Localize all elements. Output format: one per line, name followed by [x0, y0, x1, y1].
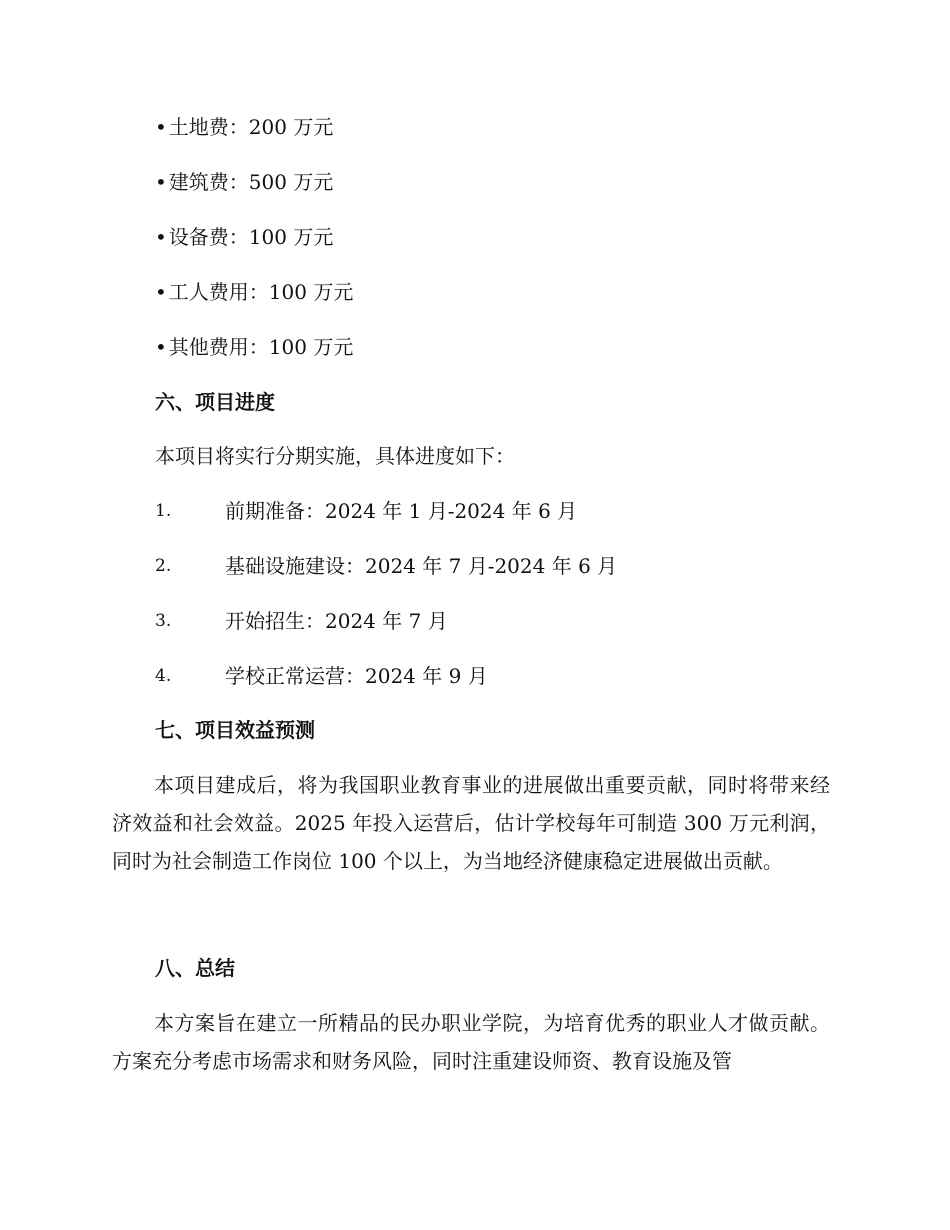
budget-item-text: 土地费：200 万元: [168, 115, 334, 139]
step-number: 2.: [155, 556, 172, 576]
budget-item-text: 建筑费：500 万元: [168, 170, 334, 194]
section-heading-progress: 六、项目进度: [155, 390, 275, 414]
progress-intro: 本项目将实行分期实施，具体进度如下：: [155, 444, 515, 468]
step-number: 3.: [155, 611, 172, 631]
step-text: 学校正常运营：2024 年 9 月: [225, 664, 488, 688]
step-text: 开始招生：2024 年 7 月: [225, 609, 448, 633]
budget-item-land: [155, 113, 333, 141]
section-heading-benefits: 七、项目效益预测: [155, 718, 315, 742]
budget-item-equipment: [155, 223, 333, 251]
bullet-icon: •: [155, 115, 167, 139]
bullet-icon: •: [155, 225, 167, 249]
budget-item-text: 工人费用：100 万元: [168, 280, 354, 304]
step-number: 4.: [155, 666, 172, 686]
budget-item-building: [155, 168, 333, 196]
budget-item-other: [155, 333, 353, 361]
step-text: 前期准备：2024 年 1 月-2024 年 6 月: [225, 499, 578, 523]
bullet-icon: •: [155, 280, 167, 304]
budget-item-text: 其他费用：100 万元: [168, 335, 354, 359]
bullet-icon: •: [155, 335, 167, 359]
budget-item-text: 设备费：100 万元: [168, 225, 334, 249]
step-text: 基础设施建设：2024 年 7 月-2024 年 6 月: [225, 554, 618, 578]
step-number: 1.: [155, 501, 172, 521]
section-heading-summary: 八、总结: [155, 956, 235, 980]
summary-paragraph: 本方案旨在建立一所精品的民办职业学院，为培育优秀的职业人才做贡献。方案充分考虑市场需求和财务风险，同时注重建设师资、教育设施及管: [112, 1011, 830, 1073]
benefits-paragraph: 本项目建成后，将为我国职业教育事业的进展做出重要贡献，同时将带来经济效益和社会效益。2025 年投入运营后，估计学校每年可制造 300 万元利润，同时为社会制造工作岗位 100 个以上，为当地经济健康稳定进展做出贡献。: [112, 773, 830, 873]
bullet-icon: •: [155, 170, 167, 194]
budget-item-labor: [155, 278, 353, 306]
